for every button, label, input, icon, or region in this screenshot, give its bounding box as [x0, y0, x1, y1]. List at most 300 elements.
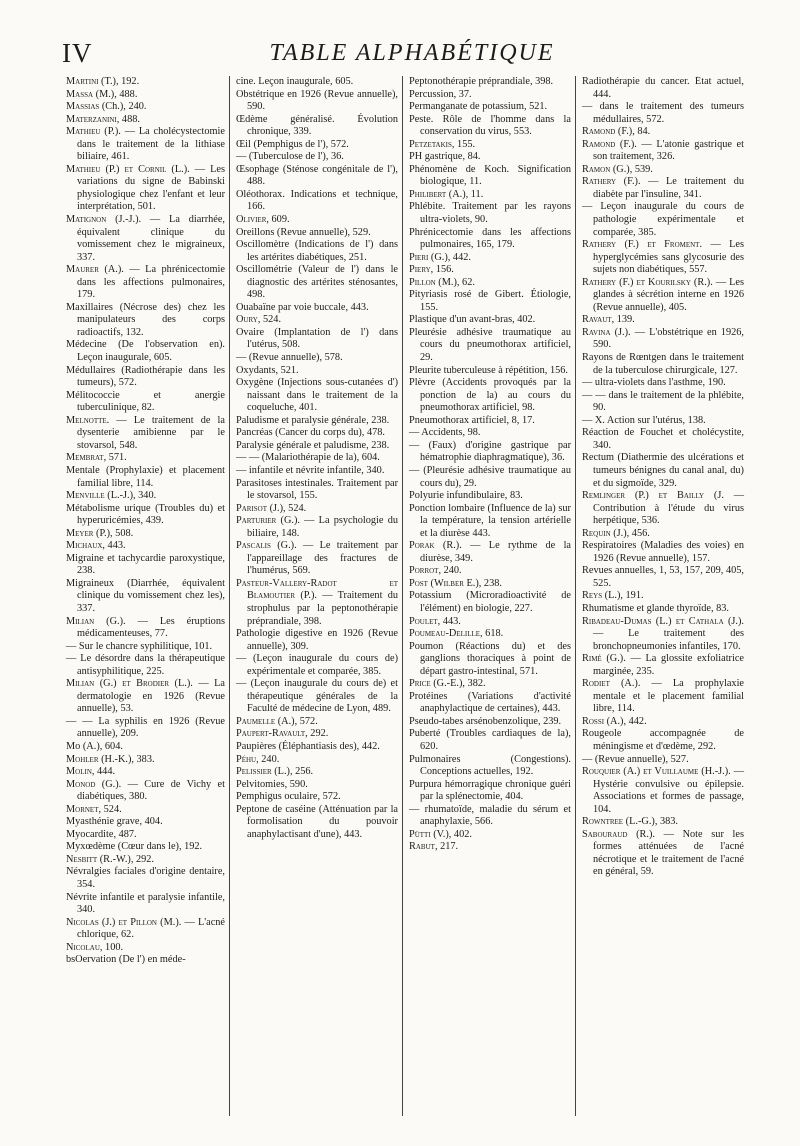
- entry-text: PH gastrique, 84.: [409, 151, 481, 163]
- index-entry: [582, 352, 744, 377]
- index-entry: [66, 339, 225, 364]
- index-entry: [236, 227, 398, 240]
- entry-text: cine. Leçon inaugurale, 605.: [236, 76, 354, 87]
- index-entry: [582, 616, 744, 654]
- entry-text: (V.), 402.: [430, 828, 472, 840]
- author-name: Maurer: [66, 264, 99, 276]
- index-entry: [66, 465, 225, 490]
- index-columns: [64, 76, 752, 1116]
- author-name: Rossi: [582, 715, 605, 727]
- entry-text: Phrénicectomie dans les affections pulmonaires, 165, 179.: [409, 226, 571, 251]
- author-name: Pascalis: [236, 540, 271, 552]
- index-entry: [236, 264, 398, 302]
- index-entry: [236, 151, 398, 164]
- index-entry: [409, 264, 571, 277]
- entry-text: Pemphigus oculaire, 572.: [236, 791, 341, 803]
- entry-text: Névrite infantile et paralysie infantile, 340.: [66, 891, 225, 916]
- index-entry: [409, 277, 571, 290]
- entry-text: (J.). — L'obstétrique en 1926, 590.: [593, 326, 744, 351]
- index-entry: [236, 791, 398, 804]
- running-title: TABLE ALPHABÉTIQUE: [269, 40, 555, 66]
- entry-text: — (Leçon inaugurale du cours de) et thérapeutique générales de la Faculté de médecine de Lyon, 489.: [236, 678, 398, 715]
- author-name: Rabut: [409, 841, 435, 853]
- entry-text: — ultra-violets dans l'asthme, 190.: [582, 377, 726, 389]
- index-entry: [409, 590, 571, 615]
- index-entry: [582, 490, 744, 528]
- entry-text: , 155.: [451, 138, 476, 150]
- entry-text: Obstétrique en 1926 (Revue annuelle), 590.: [236, 88, 398, 113]
- index-entry: [409, 365, 571, 378]
- index-entry: [409, 829, 571, 842]
- entry-text: (P.). — La cholécystectomie dans le traitement de la lithiase biliaire, 461.: [77, 126, 225, 163]
- index-entry: [582, 76, 744, 101]
- index-entry: [66, 892, 225, 917]
- entry-text: Paupières (Éléphantiasis des), 442.: [236, 740, 380, 752]
- entry-text: (J.-J.). — La diarrhée, équivalent clinique du vomissement chez le migraineux, 337.: [77, 214, 225, 263]
- entry-text: , 139.: [611, 314, 635, 326]
- index-entry: [236, 164, 398, 189]
- entry-text: (H.-K.), 383.: [98, 753, 155, 765]
- author-name: Paumelle: [236, 715, 276, 727]
- index-entry: [66, 214, 225, 264]
- author-name: Pillon: [409, 276, 436, 288]
- index-entry: [66, 641, 225, 654]
- entry-text: Migraine et tachycardie paroxystique, 238.: [66, 552, 225, 577]
- index-entry: [66, 503, 225, 528]
- entry-text: — (Revue annuelle), 527.: [582, 753, 689, 765]
- entry-text: (J.). — Le traitement des bronchopneumonies infantiles, 170.: [593, 615, 744, 652]
- entry-text: Respiratoires (Maladies des voies) en 1926 (Revue annuelle), 157.: [582, 540, 744, 564]
- index-entry: [66, 114, 225, 127]
- entry-text: , 524.: [98, 803, 122, 815]
- index-entry: [236, 89, 398, 114]
- entry-text: Mo (A.), 604.: [66, 740, 123, 752]
- entry-text: — Le désordre dans la thérapeutique antisyphilitique, 225.: [66, 653, 225, 677]
- index-entry: [582, 176, 744, 201]
- entry-text: , 524.: [257, 314, 282, 326]
- index-entry: [236, 754, 398, 767]
- entry-text: , 609.: [266, 214, 290, 226]
- index-entry: [409, 616, 571, 629]
- entry-text: Oscillomètre (Indications de l') dans les artérites diabétiques, 251.: [236, 239, 398, 263]
- entry-text: (J.), 524.: [267, 502, 307, 514]
- entry-text: Œsophage (Sténose congénitale de l'), 488.: [236, 163, 398, 188]
- index-entry: [236, 716, 398, 729]
- index-entry: [236, 628, 398, 653]
- entry-text: (A.). — La prophylaxie mentale et le placement familial libre, 114.: [593, 678, 744, 715]
- entry-text: Pathologie digestive en 1926 (Revue annuelle), 309.: [236, 628, 398, 652]
- author-name: Molin: [66, 766, 92, 778]
- index-entry: [236, 804, 398, 842]
- entry-text: Parasitoses intestinales. Traitement par le stovarsol, 155.: [236, 477, 398, 502]
- entry-text: Revues annuelles, 1, 53, 157, 209, 405, 525.: [582, 565, 744, 589]
- author-name: Massias: [66, 101, 100, 113]
- index-entry: [409, 101, 571, 114]
- entry-text: — (Faux) d'origine gastrique par hématrophie diaphragmatique), 36.: [409, 439, 571, 464]
- index-entry: [236, 578, 398, 628]
- author-name: Rowntree: [582, 816, 624, 828]
- index-entry: [66, 942, 225, 955]
- index-entry: [66, 89, 225, 102]
- author-name: Rathery (F.) et Kourilsky: [582, 276, 691, 288]
- entry-text: Pseudo-tabes arsénobenzolique, 239.: [409, 715, 562, 727]
- author-name: Philibert: [409, 188, 447, 200]
- index-entry: [409, 678, 571, 691]
- index-entry: [236, 302, 398, 315]
- index-entry: [236, 515, 398, 540]
- entry-text: — Accidents, 98.: [409, 427, 481, 439]
- index-entry: [66, 716, 225, 741]
- index-entry: [409, 841, 571, 854]
- author-name: Menville: [66, 490, 105, 502]
- index-entry: [582, 390, 744, 415]
- author-name: Parturier: [236, 515, 277, 527]
- index-entry: [236, 779, 398, 792]
- index-column-4: [575, 76, 748, 1116]
- index-entry: [409, 490, 571, 503]
- index-entry: [66, 528, 225, 541]
- entry-text: (J.), 456.: [610, 527, 650, 539]
- author-name: Ramon: [582, 163, 611, 175]
- index-entry: [409, 427, 571, 440]
- index-entry: [66, 126, 225, 164]
- index-entry: [66, 754, 225, 767]
- index-entry: [582, 728, 744, 753]
- entry-text: Médecine (De l'observation en). Leçon inaugurale, 605.: [66, 339, 225, 364]
- index-entry: [582, 603, 744, 616]
- index-entry: [236, 728, 398, 741]
- index-entry: [409, 804, 571, 829]
- author-name: Poumeau-Delille: [409, 628, 481, 640]
- entry-text: (L.-J.), 340.: [104, 490, 157, 502]
- index-entry: [66, 779, 225, 804]
- entry-text: (F.). — L'atonie gastrique et son traitement, 326.: [593, 138, 744, 163]
- entry-text: (G.). — Cure de Vichy et diabétiques, 380.: [77, 778, 225, 803]
- index-entry: [409, 151, 571, 164]
- index-entry: [66, 841, 225, 854]
- index-entry: [66, 164, 225, 214]
- author-name: Pasteur-Vallery-Radot et Blamoutier: [236, 577, 398, 602]
- entry-text: (A.), 442.: [604, 715, 647, 727]
- entry-text: (L.). — Les variations du signe de Babinski physiologique chez l'enfant et leur interprétation, 501.: [77, 163, 225, 213]
- author-name: Michaux: [66, 540, 103, 552]
- author-name: Pelissier: [236, 766, 272, 778]
- index-entry: [409, 314, 571, 327]
- entry-text: — infantile et névrite infantile, 340.: [236, 464, 385, 476]
- entry-text: — X. Action sur l'utérus, 138.: [582, 414, 706, 426]
- entry-text: , 618.: [480, 628, 504, 640]
- entry-text: Protéines (Variations d'activité anaphylactique de certaines), 443.: [409, 690, 571, 715]
- entry-text: (L.-G.), 383.: [623, 816, 678, 828]
- entry-text: Paralysie générale et paludisme, 238.: [236, 439, 390, 451]
- index-entry: [236, 540, 398, 578]
- author-name: Mathieu (P.) et Cornil: [66, 163, 167, 175]
- page-number: IV: [62, 38, 93, 68]
- index-entry: [236, 766, 398, 779]
- entry-text: Oléothorax. Indications et technique, 166.: [236, 188, 398, 213]
- index-entry: [409, 691, 571, 716]
- entry-text: (M.), 62.: [435, 276, 475, 288]
- index-entry: [66, 365, 225, 390]
- entry-text: Médullaires (Radiothérapie dans les tumeurs), 572.: [66, 364, 225, 389]
- index-entry: [409, 540, 571, 565]
- entry-text: — (Leçon inaugurale du cours de) expérimentale et comparée, 385.: [236, 653, 398, 677]
- author-name: Sabouraud: [582, 828, 628, 840]
- index-entry: [409, 716, 571, 729]
- entry-text: , 571.: [103, 452, 127, 464]
- entry-text: Plèvre (Accidents provoqués par la ponction de la) au cours du pneumothorax artificiel, 98.: [409, 377, 571, 414]
- index-column-2: [229, 76, 402, 1116]
- index-entry: [582, 139, 744, 164]
- index-entry: [236, 365, 398, 378]
- entry-text: Pulmonaires (Congestions). Conceptions actuelles, 192.: [409, 753, 571, 778]
- index-entry: [582, 101, 744, 126]
- entry-text: Phlébite. Traitement par les rayons ultra-violets, 90.: [409, 201, 571, 226]
- index-entry: [66, 829, 225, 842]
- author-name: Post (Wilber: [409, 577, 464, 589]
- entry-text: Réaction de Fouchet et cholécystite, 340.: [582, 427, 744, 451]
- entry-text: Myocardite, 487.: [66, 828, 137, 840]
- entry-text: (T.), 192.: [98, 76, 140, 87]
- index-entry: [66, 302, 225, 340]
- entry-text: Pleurésie adhésive traumatique au cours du pneumothorax artificiel, 29.: [409, 326, 571, 364]
- entry-text: Purpura hémorragique chronique guéri par la splénectomie, 404.: [409, 778, 571, 803]
- entry-text: , 156.: [430, 264, 454, 276]
- entry-text: Phénomène de Koch. Signification biologique, 11.: [409, 163, 571, 188]
- index-entry: [66, 76, 225, 89]
- index-entry: [66, 415, 225, 453]
- entry-text: Maxillaires (Nécrose des) chez les manipulateurs des corps radioactifs, 132.: [66, 301, 225, 338]
- index-entry: [409, 628, 571, 641]
- author-name: Monod: [66, 778, 96, 790]
- entry-text: — (Tuberculose de l'), 36.: [236, 151, 344, 163]
- entry-text: Œil (Pemphigus de l'), 572.: [236, 138, 349, 150]
- index-entry: [582, 829, 744, 879]
- author-name: Porrot: [409, 565, 439, 577]
- author-name: Rodiet: [582, 678, 610, 690]
- entry-text: (L.), 256.: [271, 766, 314, 778]
- entry-text: — Sur le chancre syphilitique, 101.: [66, 640, 213, 652]
- index-entry: [236, 440, 398, 453]
- entry-text: (R.). — Note sur les formes atténuées de l'acné nécrotique et le traitement de l'acné en général, 59.: [593, 828, 744, 878]
- index-entry: [409, 89, 571, 102]
- index-entry: [66, 490, 225, 503]
- author-name: Milian: [66, 615, 95, 627]
- index-entry: [66, 653, 225, 678]
- entry-text: bsOervation (De l') en méde-: [66, 954, 186, 966]
- entry-text: Oxydants, 521.: [236, 364, 299, 376]
- author-name: Olivier: [236, 214, 267, 226]
- author-name: Porak: [409, 540, 435, 552]
- entry-text: Radiothérapie du cancer. État actuel, 444.: [582, 76, 744, 100]
- entry-text: Pelvitomies, 590.: [236, 778, 308, 790]
- index-entry: [582, 540, 744, 565]
- entry-text: Névralgies faciales d'origine dentaire, 354.: [66, 866, 225, 890]
- index-entry: [236, 114, 398, 139]
- entry-text: (Ch.), 240.: [99, 101, 147, 113]
- entry-text: . — Les hyperglycémies sans glycosurie des sujets non diabétiques, 557.: [593, 239, 745, 276]
- entry-text: (F.). — Le traitement du diabète par l'insuline, 341.: [593, 176, 744, 200]
- author-name: Parisot: [236, 502, 268, 514]
- index-entry: [582, 452, 744, 490]
- entry-text: (R.-W.), 292.: [97, 853, 154, 865]
- entry-text: (G.). — Les éruptions médicamenteuses, 77.: [77, 615, 225, 640]
- entry-text: , 488.: [116, 113, 140, 125]
- index-entry: [409, 139, 571, 152]
- index-entry: [236, 452, 398, 465]
- index-entry: [236, 76, 398, 89]
- index-entry: [236, 314, 398, 327]
- entry-text: (G.). — La psychologie du biliaire, 148.: [247, 515, 398, 539]
- index-entry: [66, 101, 225, 114]
- author-name: Oury: [236, 314, 258, 326]
- author-name: Membrat: [66, 452, 104, 464]
- author-name: Massa: [66, 88, 94, 100]
- entry-text: Myasthénie grave, 404.: [66, 816, 163, 828]
- entry-text: Poumon (Réactions du) et des ganglions thoraciques à point de départ gastro-intestinal, 571.: [409, 640, 571, 677]
- entry-text: (G.), 539.: [610, 163, 653, 175]
- entry-text: Oxygène (Injections sous-cutanées d') naissant dans le traitement de la coqueluche, 401.: [236, 377, 398, 414]
- author-name: Ramond: [582, 126, 616, 138]
- entry-text: (M.). — L'acné chlorique, 62.: [77, 916, 225, 941]
- entry-text: Paludisme et paralysie générale, 238.: [236, 414, 390, 426]
- entry-text: (P.), 508.: [93, 527, 134, 539]
- entry-text: Pityriasis rosé de Gibert. Étiologie, 155.: [409, 289, 571, 313]
- entry-text: — — La syphilis en 1926 (Revue annuelle), 209.: [66, 715, 225, 740]
- author-name: Matignon: [66, 214, 107, 226]
- entry-text: Peptone de caséine (Atténuation par la formolisation du pouvoir anaphylactisant d'une), 443.: [236, 803, 398, 840]
- author-name: Martini: [66, 76, 99, 87]
- index-entry: [409, 641, 571, 679]
- index-entry: [236, 214, 398, 227]
- entry-text: E.), 238.: [463, 577, 502, 589]
- entry-text: (L.), 191.: [602, 590, 644, 602]
- index-entry: [409, 114, 571, 139]
- index-entry: [582, 377, 744, 390]
- entry-text: — Leçon inaugurale du cours de pathologie expérimentale et comparée, 385.: [582, 201, 744, 238]
- index-entry: [582, 754, 744, 767]
- author-name: Nicolau: [66, 941, 100, 953]
- index-entry: [66, 678, 225, 716]
- author-name: Ribadeau-Dumas (L.) et Cathala: [582, 615, 724, 627]
- entry-text: , 240.: [438, 565, 462, 577]
- entry-text: , 100.: [99, 941, 124, 953]
- author-name: Price: [409, 678, 431, 690]
- author-name: Mornet: [66, 803, 99, 815]
- entry-text: — (Revue annuelle), 578.: [236, 352, 343, 364]
- entry-text: Ovaire (Implantation de l') dans l'utérus, 508.: [236, 326, 398, 351]
- author-name: Melnotte: [66, 414, 107, 426]
- entry-text: Métabolisme urique (Troubles du) et hyperuricémies, 439.: [66, 502, 225, 527]
- entry-text: , 444.: [91, 766, 116, 778]
- entry-text: (G.-E.), 382.: [430, 678, 486, 690]
- author-name: Pütti: [409, 828, 431, 840]
- index-entry: [236, 478, 398, 503]
- index-column-3: [402, 76, 575, 1116]
- index-entry: [582, 528, 744, 541]
- entry-text: — dans le traitement des tumeurs médullaires, 572.: [582, 101, 744, 125]
- index-entry: [409, 227, 571, 252]
- entry-text: , 240.: [256, 753, 280, 765]
- entry-text: Oreillons (Revue annuelle), 529.: [236, 226, 371, 238]
- index-entry: [582, 239, 744, 277]
- entry-text: (F.), 84.: [615, 126, 651, 138]
- index-entry: [236, 741, 398, 754]
- entry-text: Plastique d'un avant-bras, 402.: [409, 314, 536, 326]
- index-entry: [236, 327, 398, 352]
- index-entry: [236, 139, 398, 152]
- entry-text: Rectum (Diathermie des ulcérations et tumeurs bénignes du canal anal, du) et du sigmoïde, 329.: [582, 452, 744, 489]
- index-entry: [236, 415, 398, 428]
- index-entry: [582, 201, 744, 239]
- index-entry: [236, 678, 398, 716]
- entry-text: Rhumatisme et glande thyroïde, 83.: [582, 602, 729, 614]
- author-name: Ravina: [582, 326, 611, 338]
- entry-text: Rougeole accompagnée de méningisme et d'œdème, 292.: [582, 728, 744, 752]
- entry-text: (A.). — La phrénicectomie dans les affections pulmonaires, 179.: [77, 264, 225, 301]
- page-header: [62, 38, 762, 72]
- author-name: Materzanini: [66, 113, 117, 125]
- author-name: Reys: [582, 590, 603, 602]
- index-entry: [582, 766, 744, 816]
- author-name: Pieri: [409, 251, 429, 263]
- index-entry: [66, 553, 225, 578]
- entry-text: Mélitococcie et anergie tuberculinique, 82.: [66, 389, 225, 414]
- entry-text: Ouabaïne par voie buccale, 443.: [236, 301, 369, 313]
- author-name: Requin: [582, 527, 611, 539]
- index-entry: [66, 741, 225, 754]
- index-entry: [409, 565, 571, 578]
- author-name: Ravaut: [582, 314, 612, 326]
- entry-text: Percussion, 37.: [409, 88, 472, 100]
- entry-text: Peptonothérapie préprandiale, 398.: [409, 76, 554, 87]
- entry-text: (G.). — La glossite exfoliatrice marginée, 235.: [593, 653, 744, 677]
- entry-text: (G.). — Le traitement par l'appareillage des fractures de l'humérus, 569.: [247, 540, 398, 577]
- index-entry: [409, 76, 571, 89]
- index-entry: [409, 289, 571, 314]
- entry-text: Polyurie infundibulaire, 83.: [409, 490, 523, 502]
- entry-text: (A.), 11.: [446, 188, 484, 200]
- index-entry: [236, 239, 398, 264]
- entry-text: — — (Malariothérapie de la), 604.: [236, 452, 380, 464]
- index-entry: [66, 766, 225, 779]
- index-entry: [409, 779, 571, 804]
- author-name: Mathieu: [66, 126, 101, 138]
- entry-text: Ponction lombaire (Influence de la) sur la température, la tension artérielle et la diurèse 443.: [409, 502, 571, 539]
- index-entry: [409, 164, 571, 189]
- index-entry: [409, 189, 571, 202]
- author-name: Petzetakis: [409, 138, 452, 150]
- index-entry: [66, 390, 225, 415]
- index-column-1: [64, 76, 229, 1116]
- index-entry: [66, 954, 225, 967]
- entry-text: Mentale (Prophylaxie) et placement familial libre, 114.: [66, 464, 225, 489]
- index-entry: [409, 503, 571, 541]
- index-entry: [582, 415, 744, 428]
- index-entry: [582, 314, 744, 327]
- entry-text: Pleurite tuberculeuse à répétition, 156.: [409, 364, 568, 376]
- index-entry: [66, 816, 225, 829]
- author-name: Meyer: [66, 527, 94, 539]
- entry-text: — (Pleurésie adhésive traumatique au cours du), 29.: [409, 464, 571, 489]
- index-entry: [236, 465, 398, 478]
- index-entry: [409, 754, 571, 779]
- index-entry: [236, 653, 398, 678]
- entry-text: Permanganate de potassium, 521.: [409, 101, 548, 113]
- author-name: Ramond: [582, 138, 616, 150]
- index-entry: [66, 854, 225, 867]
- index-entry: [66, 452, 225, 465]
